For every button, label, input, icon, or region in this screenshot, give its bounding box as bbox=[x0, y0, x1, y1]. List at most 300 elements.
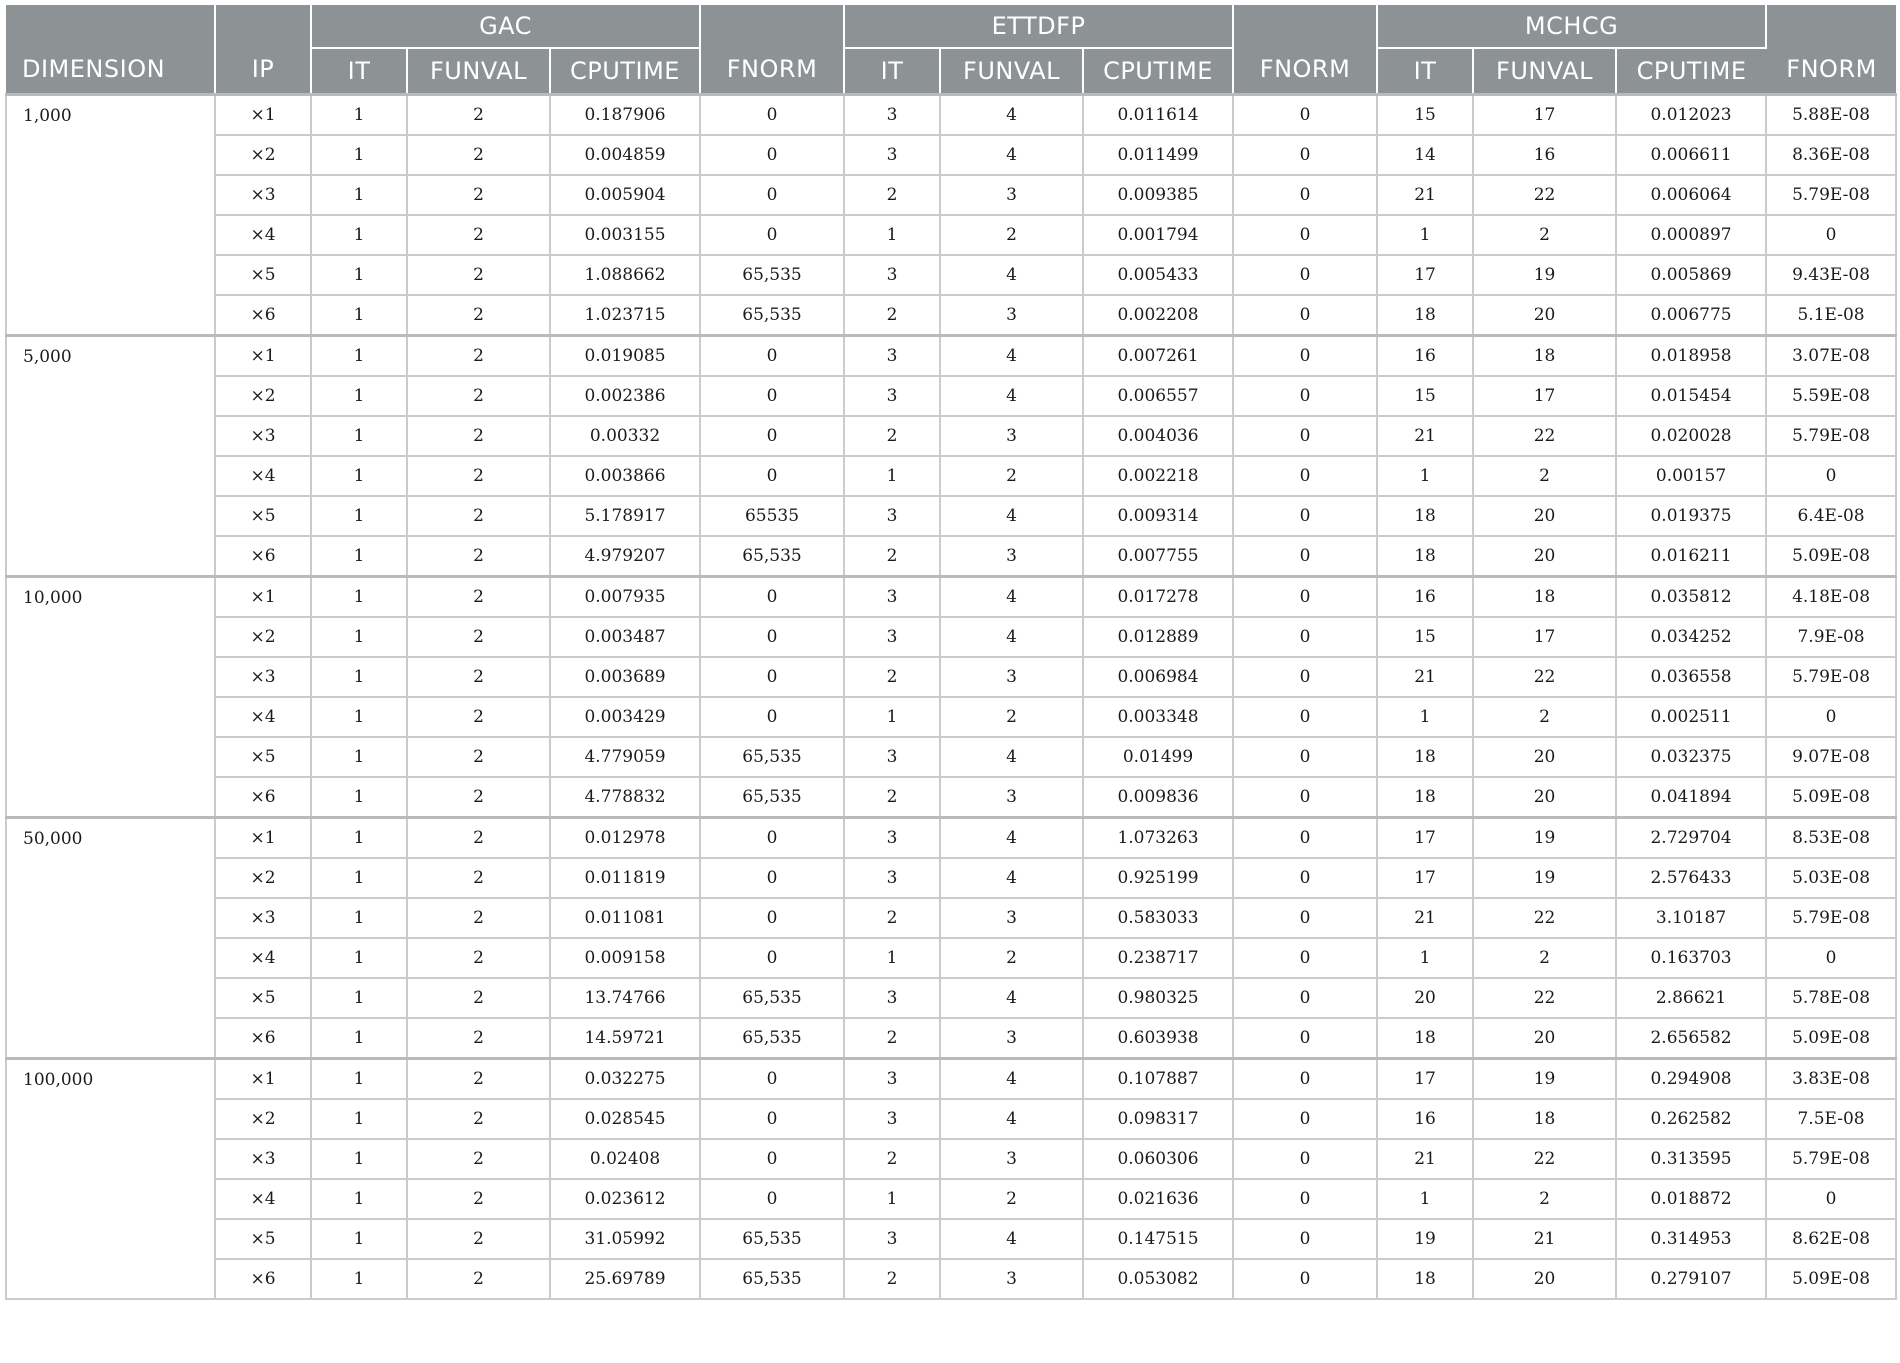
table-row bbox=[6, 1179, 1896, 1219]
value-cell: 0 bbox=[700, 416, 844, 456]
value-cell: 1 bbox=[311, 336, 407, 377]
value-cell: 2 bbox=[844, 295, 940, 336]
value-cell: 4.778832 bbox=[550, 777, 700, 818]
value-cell: 0.006984 bbox=[1083, 657, 1233, 697]
value-cell: 0 bbox=[700, 1059, 844, 1100]
results-table bbox=[5, 5, 1897, 1300]
value-cell: 2 bbox=[407, 617, 550, 657]
value-cell: 4 bbox=[940, 978, 1083, 1018]
table-row bbox=[6, 376, 1896, 416]
value-cell: 0.003429 bbox=[550, 697, 700, 737]
value-cell: 31.05992 bbox=[550, 1219, 700, 1259]
value-cell: 0 bbox=[1233, 1259, 1377, 1299]
value-cell: 0.009158 bbox=[550, 938, 700, 978]
value-cell: 3 bbox=[844, 135, 940, 175]
value-cell: 0 bbox=[1233, 777, 1377, 818]
value-cell: 0.294908 bbox=[1616, 1059, 1766, 1100]
value-cell: 4 bbox=[940, 1219, 1083, 1259]
value-cell: 0.147515 bbox=[1083, 1219, 1233, 1259]
header-it-gac: IT bbox=[311, 48, 407, 95]
value-cell: 65,535 bbox=[700, 777, 844, 818]
value-cell: 0 bbox=[1233, 95, 1377, 136]
value-cell: 1 bbox=[311, 818, 407, 859]
value-cell: 3.83E-08 bbox=[1766, 1059, 1896, 1100]
value-cell: 0 bbox=[1233, 456, 1377, 496]
value-cell: 19 bbox=[1473, 1059, 1616, 1100]
value-cell: 2 bbox=[1473, 456, 1616, 496]
value-cell: 1 bbox=[311, 376, 407, 416]
value-cell: 0.005433 bbox=[1083, 255, 1233, 295]
value-cell: 2 bbox=[407, 818, 550, 859]
value-cell: 0 bbox=[700, 858, 844, 898]
value-cell: 3 bbox=[844, 336, 940, 377]
value-cell: 0 bbox=[1233, 737, 1377, 777]
value-cell: 0.603938 bbox=[1083, 1018, 1233, 1059]
value-cell: 1 bbox=[311, 898, 407, 938]
value-cell: 1 bbox=[311, 697, 407, 737]
value-cell: 22 bbox=[1473, 416, 1616, 456]
value-cell: 2 bbox=[1473, 1179, 1616, 1219]
value-cell: 1 bbox=[311, 496, 407, 536]
ip-cell: ×6 bbox=[215, 536, 311, 577]
value-cell: 2.729704 bbox=[1616, 818, 1766, 859]
value-cell: 0 bbox=[700, 336, 844, 377]
value-cell: 0 bbox=[700, 617, 844, 657]
value-cell: 0 bbox=[1233, 135, 1377, 175]
value-cell: 0 bbox=[1233, 1219, 1377, 1259]
value-cell: 3 bbox=[844, 95, 940, 136]
ip-cell: ×3 bbox=[215, 898, 311, 938]
value-cell: 7.9E-08 bbox=[1766, 617, 1896, 657]
value-cell: 18 bbox=[1377, 1259, 1473, 1299]
value-cell: 19 bbox=[1473, 818, 1616, 859]
ip-cell: ×3 bbox=[215, 416, 311, 456]
header-dimension: DIMENSION bbox=[6, 5, 215, 95]
ip-cell: ×1 bbox=[215, 336, 311, 377]
value-cell: 1 bbox=[311, 175, 407, 215]
value-cell: 0.00157 bbox=[1616, 456, 1766, 496]
value-cell: 0 bbox=[1766, 215, 1896, 255]
value-cell: 0.011819 bbox=[550, 858, 700, 898]
results-table-container bbox=[5, 5, 1895, 1300]
value-cell: 15 bbox=[1377, 95, 1473, 136]
value-cell: 1 bbox=[311, 255, 407, 295]
value-cell: 0.041894 bbox=[1616, 777, 1766, 818]
value-cell: 0 bbox=[1233, 898, 1377, 938]
table-row bbox=[6, 95, 1896, 136]
value-cell: 3 bbox=[940, 536, 1083, 577]
value-cell: 20 bbox=[1473, 737, 1616, 777]
value-cell: 1.088662 bbox=[550, 255, 700, 295]
ip-cell: ×6 bbox=[215, 295, 311, 336]
value-cell: 15 bbox=[1377, 617, 1473, 657]
dimension-cell: 1,000 bbox=[6, 95, 215, 336]
value-cell: 2.656582 bbox=[1616, 1018, 1766, 1059]
value-cell: 0.019375 bbox=[1616, 496, 1766, 536]
value-cell: 65,535 bbox=[700, 1018, 844, 1059]
value-cell: 5.78E-08 bbox=[1766, 978, 1896, 1018]
value-cell: 0.006557 bbox=[1083, 376, 1233, 416]
value-cell: 2 bbox=[940, 456, 1083, 496]
value-cell: 21 bbox=[1377, 175, 1473, 215]
value-cell: 2 bbox=[407, 1139, 550, 1179]
value-cell: 0 bbox=[1233, 376, 1377, 416]
value-cell: 1 bbox=[311, 737, 407, 777]
value-cell: 2 bbox=[844, 416, 940, 456]
value-cell: 65,535 bbox=[700, 255, 844, 295]
value-cell: 0.009385 bbox=[1083, 175, 1233, 215]
header-fnorm-gac: FNORM bbox=[700, 5, 844, 95]
value-cell: 2 bbox=[407, 1219, 550, 1259]
value-cell: 0.028545 bbox=[550, 1099, 700, 1139]
value-cell: 16 bbox=[1473, 135, 1616, 175]
value-cell: 1 bbox=[311, 1059, 407, 1100]
value-cell: 0.02408 bbox=[550, 1139, 700, 1179]
value-cell: 0.003866 bbox=[550, 456, 700, 496]
value-cell: 2 bbox=[1473, 938, 1616, 978]
value-cell: 0 bbox=[1233, 175, 1377, 215]
value-cell: 19 bbox=[1473, 858, 1616, 898]
value-cell: 0.003487 bbox=[550, 617, 700, 657]
ip-cell: ×3 bbox=[215, 175, 311, 215]
value-cell: 1 bbox=[311, 1219, 407, 1259]
table-row bbox=[6, 295, 1896, 336]
value-cell: 4.18E-08 bbox=[1766, 577, 1896, 618]
value-cell: 2 bbox=[407, 1059, 550, 1100]
value-cell: 4 bbox=[940, 135, 1083, 175]
value-cell: 21 bbox=[1377, 657, 1473, 697]
value-cell: 3 bbox=[844, 818, 940, 859]
value-cell: 3 bbox=[940, 898, 1083, 938]
value-cell: 2 bbox=[940, 938, 1083, 978]
value-cell: 0.002208 bbox=[1083, 295, 1233, 336]
value-cell: 17 bbox=[1473, 95, 1616, 136]
value-cell: 0 bbox=[700, 577, 844, 618]
value-cell: 4 bbox=[940, 858, 1083, 898]
value-cell: 5.79E-08 bbox=[1766, 416, 1896, 456]
value-cell: 5.59E-08 bbox=[1766, 376, 1896, 416]
value-cell: 5.88E-08 bbox=[1766, 95, 1896, 136]
value-cell: 0.004859 bbox=[550, 135, 700, 175]
value-cell: 16 bbox=[1377, 577, 1473, 618]
value-cell: 1 bbox=[844, 697, 940, 737]
value-cell: 2 bbox=[407, 536, 550, 577]
value-cell: 7.5E-08 bbox=[1766, 1099, 1896, 1139]
value-cell: 2 bbox=[407, 657, 550, 697]
value-cell: 0 bbox=[700, 697, 844, 737]
value-cell: 3 bbox=[844, 577, 940, 618]
value-cell: 0 bbox=[1233, 818, 1377, 859]
table-row bbox=[6, 1099, 1896, 1139]
value-cell: 0.006064 bbox=[1616, 175, 1766, 215]
value-cell: 0 bbox=[1233, 1059, 1377, 1100]
value-cell: 17 bbox=[1377, 255, 1473, 295]
value-cell: 3 bbox=[844, 978, 940, 1018]
value-cell: 3 bbox=[844, 1099, 940, 1139]
value-cell: 0.583033 bbox=[1083, 898, 1233, 938]
value-cell: 0.020028 bbox=[1616, 416, 1766, 456]
header-ip: IP bbox=[215, 5, 311, 95]
table-row bbox=[6, 697, 1896, 737]
value-cell: 3 bbox=[940, 1139, 1083, 1179]
value-cell: 0 bbox=[1233, 1179, 1377, 1219]
value-cell: 2 bbox=[407, 577, 550, 618]
table-row bbox=[6, 858, 1896, 898]
value-cell: 18 bbox=[1377, 496, 1473, 536]
value-cell: 0.015454 bbox=[1616, 376, 1766, 416]
value-cell: 0 bbox=[700, 1139, 844, 1179]
value-cell: 4 bbox=[940, 376, 1083, 416]
value-cell: 5.79E-08 bbox=[1766, 898, 1896, 938]
value-cell: 0 bbox=[1766, 1179, 1896, 1219]
value-cell: 0.060306 bbox=[1083, 1139, 1233, 1179]
value-cell: 65,535 bbox=[700, 1259, 844, 1299]
value-cell: 2 bbox=[844, 1139, 940, 1179]
value-cell: 3 bbox=[844, 617, 940, 657]
value-cell: 2 bbox=[407, 135, 550, 175]
value-cell: 2 bbox=[407, 95, 550, 136]
value-cell: 0.262582 bbox=[1616, 1099, 1766, 1139]
value-cell: 9.07E-08 bbox=[1766, 737, 1896, 777]
value-cell: 3 bbox=[844, 1219, 940, 1259]
table-row bbox=[6, 1139, 1896, 1179]
value-cell: 65,535 bbox=[700, 978, 844, 1018]
value-cell: 0.011614 bbox=[1083, 95, 1233, 136]
value-cell: 0.001794 bbox=[1083, 215, 1233, 255]
value-cell: 1 bbox=[844, 938, 940, 978]
value-cell: 2 bbox=[407, 1018, 550, 1059]
ip-cell: ×4 bbox=[215, 697, 311, 737]
value-cell: 0 bbox=[1766, 697, 1896, 737]
table-row bbox=[6, 938, 1896, 978]
value-cell: 1 bbox=[311, 135, 407, 175]
value-cell: 0.980325 bbox=[1083, 978, 1233, 1018]
value-cell: 0.011081 bbox=[550, 898, 700, 938]
value-cell: 2 bbox=[407, 215, 550, 255]
value-cell: 0.002511 bbox=[1616, 697, 1766, 737]
value-cell: 5.09E-08 bbox=[1766, 1259, 1896, 1299]
header-funval-mchcg: FUNVAL bbox=[1473, 48, 1616, 95]
value-cell: 8.62E-08 bbox=[1766, 1219, 1896, 1259]
value-cell: 0.009836 bbox=[1083, 777, 1233, 818]
header-cputime-mchcg: CPUTIME bbox=[1616, 48, 1766, 95]
value-cell: 1 bbox=[844, 456, 940, 496]
ip-cell: ×2 bbox=[215, 858, 311, 898]
value-cell: 0.107887 bbox=[1083, 1059, 1233, 1100]
value-cell: 21 bbox=[1473, 1219, 1616, 1259]
value-cell: 5.09E-08 bbox=[1766, 777, 1896, 818]
value-cell: 0 bbox=[1233, 496, 1377, 536]
value-cell: 3 bbox=[940, 777, 1083, 818]
value-cell: 16 bbox=[1377, 1099, 1473, 1139]
value-cell: 1 bbox=[311, 536, 407, 577]
value-cell: 4 bbox=[940, 95, 1083, 136]
value-cell: 0 bbox=[700, 898, 844, 938]
value-cell: 1 bbox=[311, 657, 407, 697]
value-cell: 1.073263 bbox=[1083, 818, 1233, 859]
value-cell: 0.032375 bbox=[1616, 737, 1766, 777]
value-cell: 5.178917 bbox=[550, 496, 700, 536]
value-cell: 22 bbox=[1473, 657, 1616, 697]
value-cell: 0 bbox=[700, 95, 844, 136]
value-cell: 2 bbox=[407, 1179, 550, 1219]
value-cell: 18 bbox=[1473, 1099, 1616, 1139]
dimension-cell: 10,000 bbox=[6, 577, 215, 818]
ip-cell: ×3 bbox=[215, 1139, 311, 1179]
header-fnorm-ettdfp: FNORM bbox=[1233, 5, 1377, 95]
value-cell: 0 bbox=[1233, 255, 1377, 295]
value-cell: 3 bbox=[940, 295, 1083, 336]
value-cell: 3 bbox=[940, 416, 1083, 456]
value-cell: 22 bbox=[1473, 898, 1616, 938]
header-it-ettdfp: IT bbox=[844, 48, 940, 95]
value-cell: 20 bbox=[1473, 777, 1616, 818]
value-cell: 20 bbox=[1473, 496, 1616, 536]
value-cell: 0.007261 bbox=[1083, 336, 1233, 377]
header-cputime-ettdfp: CPUTIME bbox=[1083, 48, 1233, 95]
header-cputime-gac: CPUTIME bbox=[550, 48, 700, 95]
value-cell: 15 bbox=[1377, 376, 1473, 416]
value-cell: 0 bbox=[700, 818, 844, 859]
value-cell: 17 bbox=[1473, 376, 1616, 416]
value-cell: 1 bbox=[311, 1139, 407, 1179]
table-row bbox=[6, 777, 1896, 818]
value-cell: 0 bbox=[1233, 336, 1377, 377]
value-cell: 0.279107 bbox=[1616, 1259, 1766, 1299]
value-cell: 8.36E-08 bbox=[1766, 135, 1896, 175]
value-cell: 0.007755 bbox=[1083, 536, 1233, 577]
value-cell: 0 bbox=[1233, 416, 1377, 456]
value-cell: 2 bbox=[407, 336, 550, 377]
table-row bbox=[6, 496, 1896, 536]
value-cell: 0.012023 bbox=[1616, 95, 1766, 136]
value-cell: 0.021636 bbox=[1083, 1179, 1233, 1219]
value-cell: 0.002386 bbox=[550, 376, 700, 416]
ip-cell: ×5 bbox=[215, 737, 311, 777]
value-cell: 0.163703 bbox=[1616, 938, 1766, 978]
ip-cell: ×2 bbox=[215, 376, 311, 416]
table-row bbox=[6, 1059, 1896, 1100]
value-cell: 0.00332 bbox=[550, 416, 700, 456]
value-cell: 1 bbox=[311, 938, 407, 978]
value-cell: 4 bbox=[940, 255, 1083, 295]
value-cell: 18 bbox=[1377, 1018, 1473, 1059]
value-cell: 3.10187 bbox=[1616, 898, 1766, 938]
value-cell: 0.003155 bbox=[550, 215, 700, 255]
dimension-cell: 50,000 bbox=[6, 818, 215, 1059]
value-cell: 0 bbox=[700, 376, 844, 416]
value-cell: 0 bbox=[1233, 697, 1377, 737]
value-cell: 2 bbox=[844, 777, 940, 818]
ip-cell: ×5 bbox=[215, 496, 311, 536]
value-cell: 17 bbox=[1377, 858, 1473, 898]
value-cell: 0 bbox=[1233, 215, 1377, 255]
value-cell: 18 bbox=[1473, 577, 1616, 618]
value-cell: 2.576433 bbox=[1616, 858, 1766, 898]
value-cell: 0.018958 bbox=[1616, 336, 1766, 377]
value-cell: 20 bbox=[1473, 1259, 1616, 1299]
value-cell: 0.006775 bbox=[1616, 295, 1766, 336]
table-header bbox=[6, 5, 1896, 95]
value-cell: 0.925199 bbox=[1083, 858, 1233, 898]
dimension-cell: 5,000 bbox=[6, 336, 215, 577]
ip-cell: ×2 bbox=[215, 1099, 311, 1139]
value-cell: 4 bbox=[940, 617, 1083, 657]
value-cell: 0 bbox=[1233, 657, 1377, 697]
value-cell: 0 bbox=[700, 1099, 844, 1139]
value-cell: 0.016211 bbox=[1616, 536, 1766, 577]
table-row bbox=[6, 215, 1896, 255]
table-row bbox=[6, 1259, 1896, 1299]
value-cell: 3 bbox=[844, 496, 940, 536]
value-cell: 5.79E-08 bbox=[1766, 657, 1896, 697]
value-cell: 21 bbox=[1377, 416, 1473, 456]
value-cell: 1 bbox=[311, 215, 407, 255]
value-cell: 0.035812 bbox=[1616, 577, 1766, 618]
value-cell: 0.019085 bbox=[550, 336, 700, 377]
ip-cell: ×4 bbox=[215, 456, 311, 496]
table-row bbox=[6, 577, 1896, 618]
value-cell: 0.011499 bbox=[1083, 135, 1233, 175]
value-cell: 2 bbox=[844, 175, 940, 215]
value-cell: 0 bbox=[700, 135, 844, 175]
value-cell: 0.012978 bbox=[550, 818, 700, 859]
value-cell: 0 bbox=[1233, 858, 1377, 898]
value-cell: 2 bbox=[940, 697, 1083, 737]
value-cell: 1 bbox=[311, 95, 407, 136]
value-cell: 1 bbox=[844, 215, 940, 255]
value-cell: 2 bbox=[407, 1259, 550, 1299]
ip-cell: ×3 bbox=[215, 657, 311, 697]
ip-cell: ×1 bbox=[215, 1059, 311, 1100]
value-cell: 3 bbox=[940, 1259, 1083, 1299]
value-cell: 0.005904 bbox=[550, 175, 700, 215]
table-row bbox=[6, 617, 1896, 657]
ip-cell: ×6 bbox=[215, 1018, 311, 1059]
value-cell: 2 bbox=[407, 416, 550, 456]
value-cell: 3 bbox=[844, 255, 940, 295]
ip-cell: ×5 bbox=[215, 978, 311, 1018]
header-fnorm-mchcg: FNORM bbox=[1766, 5, 1896, 95]
value-cell: 0 bbox=[700, 175, 844, 215]
table-body bbox=[6, 95, 1896, 1300]
value-cell: 17 bbox=[1377, 1059, 1473, 1100]
table-row bbox=[6, 818, 1896, 859]
value-cell: 0 bbox=[1233, 295, 1377, 336]
value-cell: 0 bbox=[1233, 536, 1377, 577]
value-cell: 0 bbox=[1233, 617, 1377, 657]
value-cell: 2 bbox=[940, 215, 1083, 255]
value-cell: 1 bbox=[311, 1259, 407, 1299]
value-cell: 18 bbox=[1377, 295, 1473, 336]
value-cell: 1 bbox=[311, 1099, 407, 1139]
value-cell: 1 bbox=[1377, 697, 1473, 737]
value-cell: 1 bbox=[311, 456, 407, 496]
value-cell: 2 bbox=[407, 777, 550, 818]
value-cell: 0 bbox=[700, 456, 844, 496]
value-cell: 2 bbox=[844, 1018, 940, 1059]
value-cell: 2 bbox=[407, 737, 550, 777]
value-cell: 5.09E-08 bbox=[1766, 536, 1896, 577]
value-cell: 65,535 bbox=[700, 737, 844, 777]
table-row bbox=[6, 1018, 1896, 1059]
table-row bbox=[6, 456, 1896, 496]
table-row bbox=[6, 978, 1896, 1018]
value-cell: 1.023715 bbox=[550, 295, 700, 336]
value-cell: 0.017278 bbox=[1083, 577, 1233, 618]
value-cell: 0 bbox=[1766, 456, 1896, 496]
ip-cell: ×2 bbox=[215, 135, 311, 175]
